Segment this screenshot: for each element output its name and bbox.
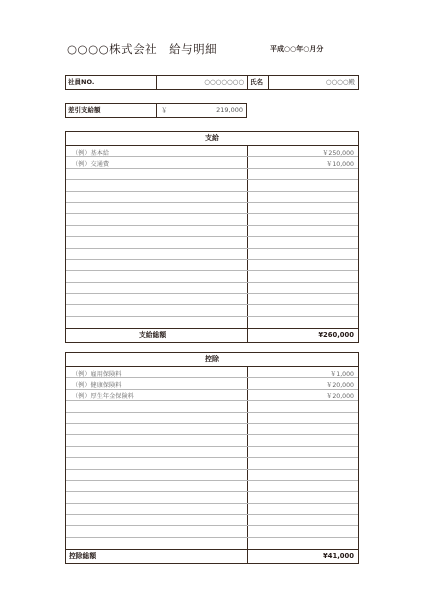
row-amount: ￥1,000 [330,370,354,378]
name-label: 氏名 [247,75,269,90]
table-row [66,515,358,526]
deductions-header: 控除 [66,353,358,367]
table-row [66,317,358,328]
employee-no-value: ○○○○○○○ [156,75,248,90]
table-row [66,390,358,401]
table-row [66,367,358,378]
table-row [66,305,358,316]
row-name: （例）雇用保険料 [72,370,122,378]
table-row [66,169,358,180]
table-row [66,526,358,537]
table-row [66,283,358,294]
table-row [66,271,358,282]
table-row [66,146,358,157]
table-row [66,401,358,412]
net-pay-value: 219,000 [216,106,243,114]
table-row [66,378,358,389]
payments-header: 支給 [66,132,358,146]
table-row [66,249,358,260]
deductions-total-divider [247,550,248,563]
table-row [66,470,358,481]
table-row [66,157,358,168]
table-row [66,192,358,203]
row-name: （例）健康保険料 [72,381,122,389]
table-row [66,424,358,435]
table-row [66,492,358,503]
row-amount: ￥250,000 [322,149,354,157]
row-name: （例）厚生年金保険料 [72,393,134,401]
net-pay-value-cell [156,103,247,118]
deductions-rows [66,367,358,549]
table-row [66,481,358,492]
name-value: ○○○○殿 [268,75,359,90]
deductions-total-label: 控除総額 [69,552,97,561]
table-row [66,226,358,237]
payments-section [65,131,359,343]
row-amount: ￥20,000 [326,393,354,401]
payments-total-row [66,328,358,342]
table-row [66,435,358,446]
row-name: （例）交通費 [72,160,110,168]
row-amount: ￥10,000 [326,160,354,168]
table-row [66,214,358,225]
payments-rows [66,146,358,328]
payments-total-divider [247,329,248,342]
company-title: ○○○○株式会社 給与明細 [67,42,218,56]
table-row [66,180,358,191]
row-amount: ￥20,000 [326,381,354,389]
net-pay-label: 差引支給額 [65,103,157,118]
deductions-section [65,352,359,564]
table-row [66,413,358,424]
table-row [66,260,358,271]
table-row [66,203,358,214]
deductions-total-value: ¥41,000 [323,552,354,561]
table-row [66,447,358,458]
pay-period: 平成○○年○月分 [270,45,324,53]
employee-no-label: 社員NO. [65,75,157,90]
payments-total-value: ¥260,000 [318,331,354,340]
net-pay-currency: ￥ [161,106,168,114]
table-row [66,294,358,305]
row-name: （例）基本給 [72,149,110,157]
table-row [66,237,358,248]
deductions-total-row [66,549,358,563]
table-row [66,458,358,469]
table-row [66,504,358,515]
payments-total-label: 支給総額 [139,331,167,340]
table-row [66,538,358,549]
